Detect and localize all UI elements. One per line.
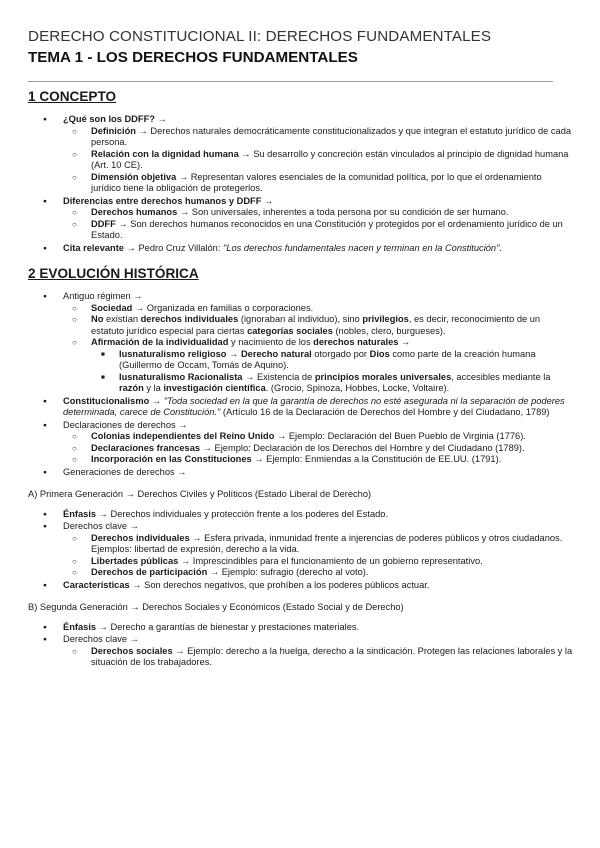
course-title: DERECHO CONSTITUCIONAL II: DERECHOS FUNDAMENTALES <box>28 28 492 45</box>
list-item: ○ Dimensión objetiva → Representan valores esenciales de la comunidad política, por lo que el ordenamiento jurídico tiene la obligación de protegerlos. <box>63 172 573 195</box>
list-item: ○ Relación con la dignidad humana → Su desarrollo y concreción están vinculados al principio de dignidad humana (Art. 10 CE). <box>63 149 573 172</box>
list-item: ● Características → Son derechos negativos, que prohíben a los poderes públicos actuar. <box>35 580 573 592</box>
list-item: ○ Libertades públicas → Imprescindibles para el funcionamiento de un gobierno representativo. <box>63 556 573 568</box>
primera-generacion-list <box>35 509 573 592</box>
list-item: ○ Declaraciones francesas → Ejemplo: Declaración de los Derechos del Hombre y del Ciudadano (1789). <box>63 443 573 455</box>
list-item <box>35 114 573 195</box>
quote: "Los derechos fundamentales nacen y terminan en la Constitución" <box>223 242 500 253</box>
list-item: ○ Incorporación en las Constituciones → Ejemplo: Enmiendas a la Constitución de EE.UU. (1791). <box>63 454 573 466</box>
list-item: ● Derechos clave → ○ Derechos individuales → Esfera privada, inmunidad frente a injerencias de poderes públicos y otros ciudadanos. Ejemplos: libertad de expresión, derecho a la vida. ○ Libertades públicas → Imprescindibles para el funcionamiento de un gobierno representativo. ○ Derechos de participación → Ejemplo: sufragio (derecho al voto). <box>35 521 573 579</box>
list-item: ○ Definición → Derechos naturales democráticamente constitucionalizados y que integran el estatuto jurídico de cada persona. <box>63 126 573 149</box>
list-item: ● Constitucionalismo → "Toda sociedad en la que la garantía de derechos no esté asegurada ni la separación de poderes determinada, carece de Constitución." (Artículo 16 de la Declaración de Derechos del Hombre y del Ciudadano, 1789) <box>35 396 573 419</box>
list-item: ● Antiguo régimen → ○ Sociedad → Organizada en familias o corporaciones. ○ No existían derechos individuales (ignoraban al individuo), sino privilegios, es decir, reconocimiento de un estatuto jurídico especial para ciertas categorías sociales (nobles, clero, burgueses). ○ Afirmación de la individualidad y nacimiento de los derechos naturales → ■ Iusnaturalismo religioso → Derecho natural otorgado por Dios como parte de la creación humana (Guillermo de Occam, Tomás de Aquino). ■ Iusnaturalismo Racionalista → Existencia de principios morales universales, accesibles mediante la razón y la investigación científica. (Grocio, Spinoza, Hobbes, Locke, Voltaire). <box>35 291 573 395</box>
concepto-list <box>35 114 573 254</box>
segunda-generacion-list <box>35 622 573 669</box>
section-heading-evolucion: 2 EVOLUCIÓN HISTÓRICA <box>28 266 199 281</box>
document-title: TEMA 1 - LOS DERECHOS FUNDAMENTALES <box>28 49 358 66</box>
evolucion-list <box>35 291 573 478</box>
list-item: ○ Derechos sociales → Ejemplo: derecho a la huelga, derecho a la sindicación. Protegen las relaciones laborales y la situación de los trabajadores. <box>63 646 573 669</box>
list-item: ● Énfasis → Derecho a garantías de bienestar y prestaciones materiales. <box>35 622 573 634</box>
list-item: ○ Colonias independientes del Reino Unido → Ejemplo: Declaración del Buen Pueblo de Virginia (1776). <box>63 431 573 443</box>
list-item: ○ No existían derechos individuales (ignoraban al individuo), sino privilegios, es decir, reconocimiento de un estatuto jurídico especial para ciertas categorías sociales (nobles, clero, burgueses). <box>63 314 573 337</box>
list-item: ○ Derechos humanos → Son universales, inherentes a toda persona por su condición de ser humano. <box>63 207 573 219</box>
list-item: ○ Sociedad → Organizada en familias o corporaciones. <box>63 303 573 315</box>
list-item: ● Derechos clave → ○ Derechos sociales → Ejemplo: derecho a la huelga, derecho a la sindicación. Protegen las relaciones laborales y la situación de los trabajadores. <box>35 634 573 669</box>
subsection-heading-segunda-generacion: B) Segunda Generación → Derechos Sociales y Económicos (Estado Social y de Derecho) <box>28 602 404 612</box>
section-heading-concepto: 1 CONCEPTO <box>28 89 117 104</box>
list-item: ■ Iusnaturalismo Racionalista → Existencia de principios morales universales, accesibles mediante la razón y la investigación científica. (Grocio, Spinoza, Hobbes, Locke, Voltaire). <box>91 372 573 395</box>
list-item: ○ DDFF → Son derechos humanos reconocidos en una Constitución y protegidos por el ordenamiento jurídico de un Estado. <box>63 219 573 242</box>
list-item: ○ Derechos de participación → Ejemplo: sufragio (derecho al voto). <box>63 567 573 579</box>
header-divider <box>28 81 553 82</box>
list-item: ○ Afirmación de la individualidad y nacimiento de los derechos naturales → ■ Iusnaturalismo religioso → Derecho natural otorgado por Dios como parte de la creación humana (Guillermo de Occam, Tomás de Aquino). ■ Iusnaturalismo Racionalista → Existencia de principios morales universales, accesibles mediante la razón y la investigación científica. (Grocio, Spinoza, Hobbes, Locke, Voltaire). <box>63 337 573 395</box>
list-item: ○ Derechos individuales → Esfera privada, inmunidad frente a injerencias de poderes públicos y otros ciudadanos. Ejemplos: libertad de expresión, derecho a la vida. <box>63 533 573 556</box>
list-item: ● Cita relevante → Pedro Cruz Villalón: "Los derechos fundamentales nacen y terminan en la Constitución". <box>35 243 573 255</box>
list-item: ■ Iusnaturalismo religioso → Derecho natural otorgado por Dios como parte de la creación humana (Guillermo de Occam, Tomás de Aquino). <box>91 349 573 372</box>
list-item: ● Generaciones de derechos → <box>35 467 573 479</box>
list-item: ● Diferencias entre derechos humanos y DDFF → ○ Derechos humanos → Son universales, inherentes a toda persona por su condición de ser humano. ○ DDFF → Son derechos humanos reconocidos en una Constitución y protegidos por el ordenamiento jurídico de un Estado. <box>35 196 573 242</box>
subsection-heading-primera-generacion: A) Primera Generación → Derechos Civiles y Políticos (Estado Liberal de Derecho) <box>28 489 372 499</box>
list-item: ● Énfasis → Derechos individuales y protección frente a los poderes del Estado. <box>35 509 573 521</box>
question-label: ¿Qué son los DDFF? → <box>63 114 167 124</box>
quote: "Toda sociedad en la que la garantía de derechos no esté asegurada ni la separación de poderes determinada, carece de Constitución." <box>63 395 565 417</box>
list-item: ● Declaraciones de derechos → ○ Colonias independientes del Reino Unido → Ejemplo: Declaración del Buen Pueblo de Virginia (1776). ○ Declaraciones francesas → Ejemplo: Declaración de los Derechos del Hombre y del Ciudadano (1789). ○ Incorporación en las Constituciones → Ejemplo: Enmiendas a la Constitución de EE.UU. (1791). <box>35 420 573 466</box>
